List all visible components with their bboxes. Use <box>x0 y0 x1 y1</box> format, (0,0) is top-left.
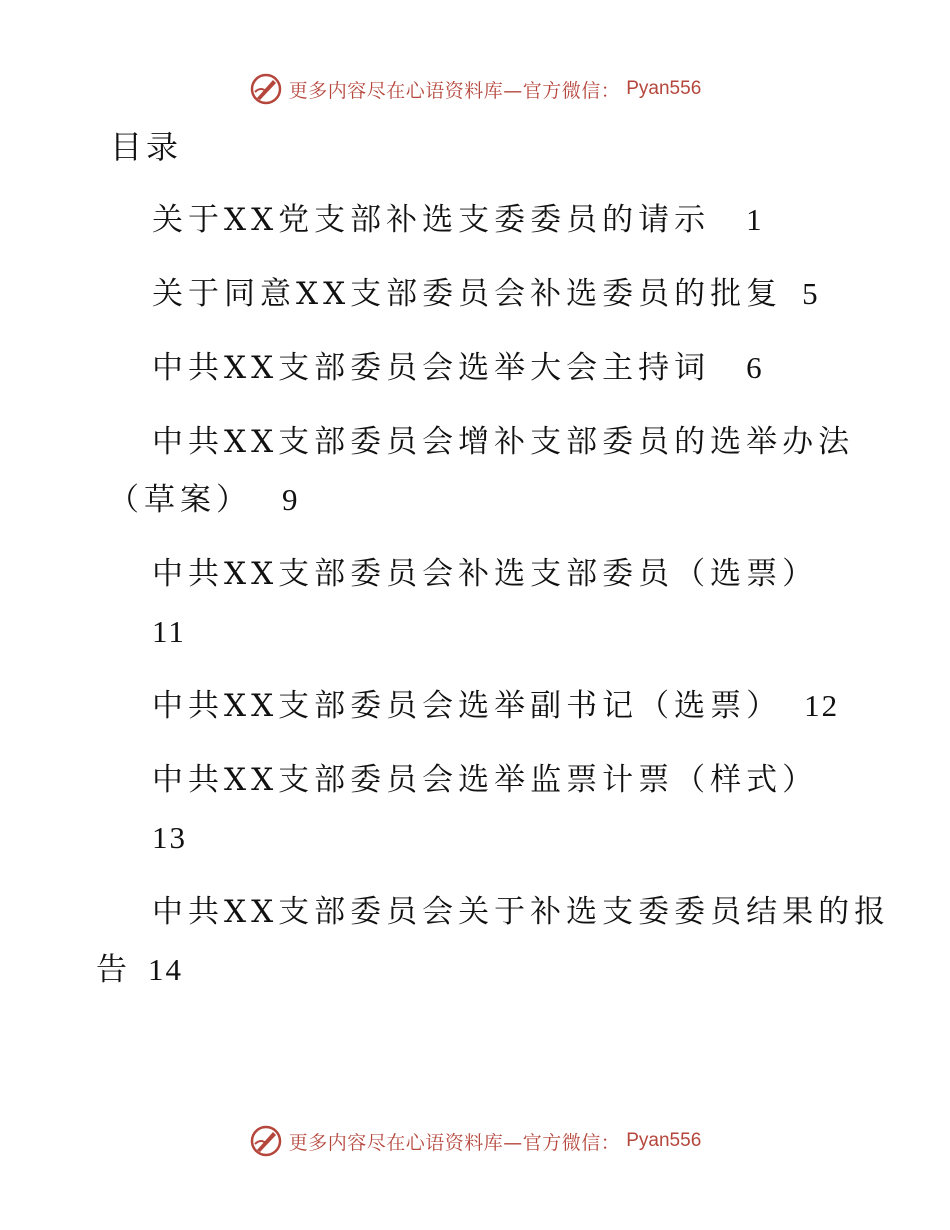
toc-entry <box>152 760 818 800</box>
toc-entry-text: 关于XX党支部补选支委委员的请示 <box>152 202 711 238</box>
toc-entry <box>152 818 187 858</box>
toc-entry <box>152 554 818 594</box>
toc-entry-text: 告 <box>96 952 132 988</box>
toc-entry-page: 5 <box>802 276 820 311</box>
watermark-bottom <box>0 1124 950 1158</box>
toc-entry-text: 关于同意XX支部委员会补选委员的批复 <box>152 276 783 312</box>
watermark-handle: Pyan556 <box>626 1130 702 1151</box>
toc-entry <box>152 612 186 652</box>
toc-entry-page: 1 <box>746 202 764 237</box>
toc-entry <box>152 892 890 932</box>
toc-entry-text: 中共XX支部委员会选举监票计票（样式） <box>152 762 819 798</box>
toc-title: 目录 <box>110 128 183 166</box>
toc-entry <box>108 480 300 520</box>
toc-entry <box>152 348 764 388</box>
toc-entry-page: 6 <box>746 350 764 385</box>
toc-entry-page: 11 <box>152 614 186 649</box>
watermark-top <box>0 72 950 106</box>
toc-entry <box>152 274 820 314</box>
toc-entry-page: 13 <box>152 820 187 855</box>
toc-entry-text: 中共XX支部委员会选举副书记（选票） <box>152 688 783 724</box>
toc-entry-text: 中共XX支部委员会关于补选支委委员结果的报 <box>152 894 891 930</box>
toc-entry <box>96 950 183 990</box>
watermark-handle: Pyan556 <box>626 78 702 99</box>
brush-logo-icon <box>249 1124 283 1158</box>
toc-entry <box>152 686 839 726</box>
toc-entry-text: 中共XX支部委员会增补支部委员的选举办法 <box>152 424 855 460</box>
toc-entry-page: 12 <box>804 688 840 723</box>
toc-entry-page: 14 <box>148 952 183 987</box>
watermark-text: 更多内容尽在心语资料库—官方微信： <box>288 1131 621 1154</box>
brush-logo-icon <box>249 72 283 106</box>
toc-entry-text: （草案） <box>108 482 252 518</box>
watermark-text: 更多内容尽在心语资料库—官方微信： <box>288 79 621 102</box>
toc-entry <box>152 422 854 462</box>
toc-entry-page: 9 <box>282 482 300 517</box>
toc-entry-text: 中共XX支部委员会补选支部委员（选票） <box>152 556 819 592</box>
toc-entry-text: 中共XX支部委员会选举大会主持词 <box>152 350 711 386</box>
toc-entry <box>152 200 764 240</box>
